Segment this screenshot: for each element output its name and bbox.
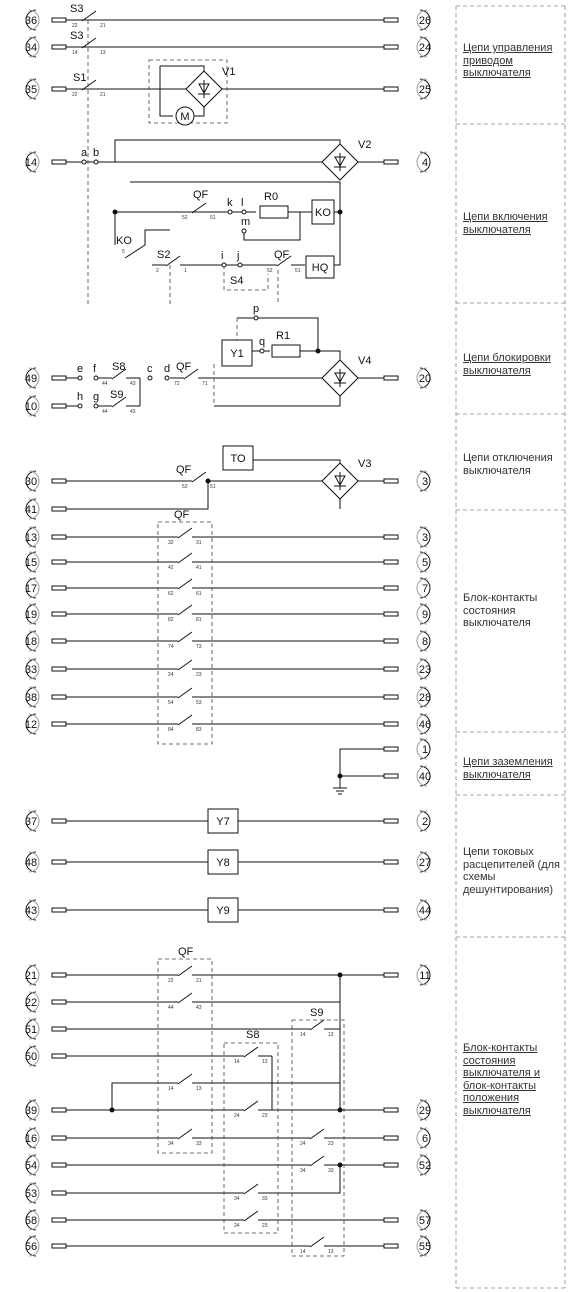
qf-pos-contact-blade xyxy=(178,966,192,976)
plug-pin xyxy=(52,404,66,408)
qf-aux-contact-blade xyxy=(178,605,192,615)
contact-number: 33 xyxy=(196,1141,202,1147)
plug-pin xyxy=(52,87,66,91)
test-point-b xyxy=(94,160,98,164)
qf-label-closing: QF xyxy=(193,189,209,201)
plug-pin xyxy=(384,1136,398,1140)
contact-number: 42 xyxy=(168,565,174,571)
hq-coil-label: HQ xyxy=(311,262,329,274)
s9-pos-contact-blade xyxy=(310,1237,324,1247)
terminal-number: 8 xyxy=(421,636,429,648)
s8-pos-contact-blade xyxy=(244,1184,258,1194)
ko-contact-label: KO xyxy=(116,235,132,247)
junction xyxy=(338,1108,342,1112)
plug-pin xyxy=(52,1163,66,1167)
plug-pin xyxy=(384,18,398,22)
current-release-7-label: Y7 xyxy=(216,816,230,828)
contact-number: 61 xyxy=(196,591,202,597)
contact-number: 83 xyxy=(196,727,202,733)
contact-number: 13 xyxy=(100,50,106,56)
plug-pin xyxy=(52,560,66,564)
contact-number: 21 xyxy=(196,978,202,984)
qf-aux-group xyxy=(158,522,212,744)
terminal-number: 26 xyxy=(418,15,432,27)
plug-pin xyxy=(52,586,66,590)
contact-number: 43 xyxy=(130,381,136,387)
plug-pin xyxy=(52,376,66,380)
qf-aux-contact-blade xyxy=(178,688,192,698)
plug-pin xyxy=(52,1000,66,1004)
contact-number: 44 xyxy=(102,409,108,415)
plug-pin xyxy=(384,1244,398,1248)
test-point-k-label: k xyxy=(227,197,233,209)
terminal-number: 50 xyxy=(24,1051,38,1063)
terminal-number: 17 xyxy=(24,583,38,595)
plug-pin xyxy=(52,722,66,726)
test-point-i-label: i xyxy=(221,250,224,262)
contact-number: 2 xyxy=(156,268,159,274)
plug-pin xyxy=(52,535,66,539)
terminal-number: 37 xyxy=(24,816,38,828)
plug-pin xyxy=(384,1163,398,1167)
test-point-g xyxy=(94,404,98,408)
plug-pin xyxy=(52,639,66,643)
junction xyxy=(338,210,342,214)
s9-pos-contact-blade xyxy=(310,1020,324,1030)
terminal-number: 43 xyxy=(24,905,38,917)
plug-pin xyxy=(52,1191,66,1195)
test-point-q xyxy=(260,349,264,353)
contact-number: 41 xyxy=(196,565,202,571)
section-label-interlock: Цепи блокировки выключателя xyxy=(463,352,551,377)
contact-number: 22 xyxy=(168,978,174,984)
terminal-number: 3 xyxy=(421,532,429,544)
contact-number: 13 xyxy=(328,1249,334,1255)
terminal-number: 21 xyxy=(24,970,38,982)
s9-label-lock: S9 xyxy=(110,389,124,401)
test-point-m-label: m xyxy=(241,216,251,228)
terminal-number: 6 xyxy=(421,1133,429,1145)
contact-number: 14 xyxy=(72,50,78,56)
current-release-8-label: Y8 xyxy=(216,857,230,869)
contact-number: 13 xyxy=(196,1086,202,1092)
contact-number: 34 xyxy=(234,1196,240,1202)
plug-pin xyxy=(384,747,398,751)
test-point-l xyxy=(242,210,246,214)
plug-pin xyxy=(52,1027,66,1031)
plug-pin xyxy=(384,160,398,164)
terminal-number: 40 xyxy=(418,771,432,783)
section-label-aux-contacts: Блок-контакты состояния выключателя xyxy=(463,592,538,629)
plug-pin xyxy=(52,819,66,823)
plug-pin xyxy=(52,908,66,912)
qf-aux-contact-blade xyxy=(178,660,192,670)
plug-pin xyxy=(384,722,398,726)
s3-label-2: S3 xyxy=(70,30,84,42)
plug-pin xyxy=(52,860,66,864)
contact-number: 51 xyxy=(210,484,216,490)
contact-number: 43 xyxy=(196,1005,202,1011)
qf-label-lock: QF xyxy=(176,361,192,373)
contact-number: 24 xyxy=(234,1113,240,1119)
qf-aux-loop xyxy=(112,1083,168,1110)
v1-left xyxy=(160,66,173,116)
r1-resistor xyxy=(272,345,300,357)
plug-pin xyxy=(384,667,398,671)
v2-supply xyxy=(115,140,340,162)
contact-number: 82 xyxy=(168,617,174,623)
contact-number: 22 xyxy=(72,92,78,98)
terminal-number: 5 xyxy=(421,557,429,569)
terminal-number: 56 xyxy=(24,1241,38,1253)
test-point-m xyxy=(242,229,246,233)
test-point-j xyxy=(238,263,242,267)
plug-pin xyxy=(384,535,398,539)
s8-pos-contact-blade xyxy=(244,1101,258,1111)
contact-number: 81 xyxy=(196,617,202,623)
contact-number: 34 xyxy=(300,1168,306,1174)
earth-wire xyxy=(340,749,384,788)
contact-number: 22 xyxy=(72,23,78,29)
terminal-number: 44 xyxy=(418,905,432,917)
v1-bridge-label: V1 xyxy=(222,66,236,78)
contact-number: 23 xyxy=(262,1113,268,1119)
test-point-a-label: a xyxy=(81,147,88,159)
contact-number: 21 xyxy=(100,92,106,98)
qf-aux-contact-blade xyxy=(178,528,192,538)
plug-pin xyxy=(384,1218,398,1222)
terminal-number: 19 xyxy=(24,609,38,621)
section-label-drive-control: Цепи управления приводом выключателя xyxy=(463,42,553,79)
v2-bridge-label: V2 xyxy=(358,139,372,151)
contact-number: 44 xyxy=(102,381,108,387)
plug-pin xyxy=(384,908,398,912)
test-point-b-label: b xyxy=(93,147,100,159)
qf-label-aux: QF xyxy=(174,509,190,521)
contact-number: 23 xyxy=(196,672,202,678)
contact-number: 52 xyxy=(182,484,188,490)
test-point-l-label: l xyxy=(241,197,244,209)
plug-pin xyxy=(384,87,398,91)
test-point-i xyxy=(222,263,226,267)
contact-number: 13 xyxy=(262,1059,268,1065)
v4-bridge-label: V4 xyxy=(358,355,372,367)
plug-pin xyxy=(384,612,398,616)
section-label-earthing: Цепи заземления выключателя xyxy=(463,756,553,781)
plug-pin xyxy=(52,507,66,511)
terminal-number: 51 xyxy=(24,1024,38,1036)
terminal-number: 23 xyxy=(418,664,432,676)
test-point-c-label: c xyxy=(147,363,153,375)
qf-pos-contact-blade xyxy=(178,993,192,1003)
plug-pin xyxy=(384,639,398,643)
contact-number: 14 xyxy=(300,1032,306,1038)
test-point-c xyxy=(148,376,152,380)
terminal-number: 15 xyxy=(24,557,38,569)
contact-number: 54 xyxy=(168,700,174,706)
terminal-number: 54 xyxy=(24,1160,38,1172)
junction xyxy=(206,479,210,483)
v4-bottom xyxy=(214,396,340,406)
r0-resistor xyxy=(260,206,288,218)
dashed-links xyxy=(88,20,344,1256)
terminal-number: 33 xyxy=(24,664,38,676)
v3-bridge-label: V3 xyxy=(358,458,372,470)
terminal-number: 41 xyxy=(24,504,38,516)
junction xyxy=(110,1108,114,1112)
qf-label-pos: QF xyxy=(178,946,194,958)
s9-label-pos: S9 xyxy=(310,1007,324,1019)
plug-pin xyxy=(384,45,398,49)
contact-number: 62 xyxy=(168,591,174,597)
plug-pin xyxy=(52,160,66,164)
s9-pos-contact-blade xyxy=(310,1129,324,1139)
contact-number: 32 xyxy=(168,540,174,546)
test-point-a xyxy=(82,160,86,164)
qf-trip-contact-blade xyxy=(192,472,206,482)
plug-pin xyxy=(52,695,66,699)
plug-pin xyxy=(52,1218,66,1222)
test-point-j-label: j xyxy=(237,250,240,262)
plug-pin xyxy=(52,612,66,616)
plug-pin xyxy=(52,45,66,49)
terminal-number: 57 xyxy=(418,1215,432,1227)
contact-number: 44 xyxy=(168,1005,174,1011)
plug-pin xyxy=(384,695,398,699)
contact-number: 14 xyxy=(300,1249,306,1255)
terminal-number: 25 xyxy=(418,84,432,96)
plug-pin xyxy=(384,586,398,590)
qf-aux-contact-blade xyxy=(178,579,192,589)
junction xyxy=(113,210,117,214)
plug-pin xyxy=(52,1054,66,1058)
contact-number: 24 xyxy=(300,1141,306,1147)
junction xyxy=(316,349,320,353)
plug-pin xyxy=(52,479,66,483)
contact-number: 24 xyxy=(168,672,174,678)
terminal-number: 27 xyxy=(418,857,432,869)
r0-label: R0 xyxy=(264,191,279,203)
s3-label: S3 xyxy=(70,3,84,15)
s8-pos-contact-blade xyxy=(244,1211,258,1221)
terminal-number: 1 xyxy=(421,744,429,756)
plug-pin xyxy=(384,774,398,778)
terminal-number: 22 xyxy=(24,997,38,1009)
contact-number: 34 xyxy=(168,1141,174,1147)
terminal-number: 46 xyxy=(418,719,432,731)
contact-number: 5 xyxy=(122,249,125,255)
to-coil-label: TO xyxy=(230,453,246,465)
section-label-closing: Цепи включения выключателя xyxy=(463,211,548,236)
test-point-p-label: p xyxy=(253,303,260,315)
terminal-number: 29 xyxy=(418,1105,432,1117)
terminal-number: 12 xyxy=(24,719,38,731)
terminal-number: 28 xyxy=(418,692,432,704)
s2-label: S2 xyxy=(157,249,171,261)
contact-number: 23 xyxy=(328,1141,334,1147)
contact-number: 74 xyxy=(168,644,174,650)
qf-aux-contact-blade xyxy=(178,553,192,563)
labels xyxy=(25,3,431,1255)
s8-pos-contact-blade xyxy=(244,1047,258,1057)
motor-label: M xyxy=(180,111,190,123)
junction xyxy=(338,774,342,778)
qf-aux-contact-blade xyxy=(178,715,192,725)
terminal-number: 18 xyxy=(24,636,38,648)
contact-number: 14 xyxy=(234,1059,240,1065)
qf-pos-contact-blade xyxy=(178,1129,192,1139)
test-point-g-label: g xyxy=(93,391,100,403)
plug-pin xyxy=(52,1108,66,1112)
terminal-number: 38 xyxy=(24,692,38,704)
plug-pin xyxy=(384,860,398,864)
terminal-number: 20 xyxy=(418,373,432,385)
contact-number: 14 xyxy=(168,1086,174,1092)
contact-number: 53 xyxy=(196,700,202,706)
test-point-k xyxy=(228,210,232,214)
plug-pin xyxy=(52,18,66,22)
contact-number: 43 xyxy=(130,409,136,415)
terminal-number: 16 xyxy=(24,1133,38,1145)
test-point-f xyxy=(94,376,98,380)
terminal-number: 2 xyxy=(421,816,429,828)
s8-label-lock: S8 xyxy=(112,361,126,373)
qf-label-hq: QF xyxy=(274,249,290,261)
test-point-h-label: h xyxy=(77,391,84,403)
plug-pin xyxy=(384,973,398,977)
terminal-number: 49 xyxy=(24,373,38,385)
s4-label: S4 xyxy=(230,275,244,287)
plug-pin xyxy=(52,1136,66,1140)
v1-top xyxy=(160,66,204,71)
terminal-number: 10 xyxy=(24,401,38,413)
terminal-number: 3 xyxy=(421,476,429,488)
s9-pos-contact-blade xyxy=(310,1156,324,1166)
test-point-p xyxy=(254,316,258,320)
contact-number: 23 xyxy=(262,1223,268,1229)
ko-relay-label: KO xyxy=(315,207,331,219)
y1-coil-label: Y1 xyxy=(230,348,244,360)
s1-label: S1 xyxy=(73,72,87,84)
terminal-number: 48 xyxy=(24,857,38,869)
contact-number: 33 xyxy=(328,1168,334,1174)
wires xyxy=(66,11,384,1247)
contact-number: 52 xyxy=(182,215,188,221)
terminal-number: 11 xyxy=(419,970,431,982)
test-point-d-label: d xyxy=(164,363,171,375)
junction xyxy=(338,973,342,977)
terminal-number: 9 xyxy=(421,609,429,621)
qf-label-trip: QF xyxy=(176,464,192,476)
contact-number: 1 xyxy=(184,268,187,274)
terminal-number: 58 xyxy=(24,1215,38,1227)
terminal-number: 24 xyxy=(418,42,432,54)
terminal-number: 55 xyxy=(418,1241,432,1253)
qf-aux-contact-blade xyxy=(178,632,192,642)
v1-bottom xyxy=(194,107,204,116)
plug-pin xyxy=(384,479,398,483)
contact-number: 52 xyxy=(267,268,273,274)
plug-pin xyxy=(384,560,398,564)
contact-number: 24 xyxy=(234,1223,240,1229)
terminal-number: 4 xyxy=(421,157,429,169)
test-point-f-label: f xyxy=(93,363,97,375)
contact-number: 33 xyxy=(262,1196,268,1202)
s8-label-pos: S8 xyxy=(246,1029,260,1041)
terminal-number: 35 xyxy=(24,84,38,96)
terminal-number: 14 xyxy=(24,157,38,169)
contact-number: 51 xyxy=(295,268,301,274)
test-point-q-label: q xyxy=(259,336,266,348)
section-label-aux-and-position: Блок-контакты состояния выключателя и блок-контакты положения выключателя xyxy=(463,1042,540,1117)
test-point-e-label: e xyxy=(77,363,84,375)
plug-pin xyxy=(52,973,66,977)
contact-number: 72 xyxy=(174,381,180,387)
section-label-tripping: Цепи отключения выключателя xyxy=(463,452,553,477)
contact-number: 51 xyxy=(210,215,216,221)
section-label-current-releases: Цепи токовых расцепителей (для схемы дешунтирования) xyxy=(463,846,560,896)
contact-number: 84 xyxy=(168,727,174,733)
contact-number: 71 xyxy=(202,381,208,387)
plug-pin xyxy=(52,1244,66,1248)
junction xyxy=(338,1163,342,1167)
test-point-h xyxy=(78,404,82,408)
plug-pin xyxy=(52,667,66,671)
test-point-d xyxy=(165,376,169,380)
terminal-number: 7 xyxy=(421,583,429,595)
plug-pin xyxy=(384,819,398,823)
contact-number: 31 xyxy=(196,540,202,546)
current-release-9-label: Y9 xyxy=(216,905,230,917)
plug-pin xyxy=(384,1108,398,1112)
test-point-e xyxy=(78,376,82,380)
terminal-number: 53 xyxy=(24,1188,38,1200)
terminal-number: 39 xyxy=(24,1105,38,1117)
terminal-number: 34 xyxy=(24,42,38,54)
plug-pin xyxy=(384,376,398,380)
terminal-number: 52 xyxy=(418,1160,432,1172)
contact-number: 13 xyxy=(328,1032,334,1038)
terminal-number: 30 xyxy=(24,476,38,488)
r1-label: R1 xyxy=(276,330,291,342)
qf-pos-contact-blade xyxy=(178,1074,192,1084)
contact-number: 21 xyxy=(100,23,106,29)
terminal-number: 13 xyxy=(24,532,38,544)
terminal-number: 36 xyxy=(24,15,38,27)
contact-number: 73 xyxy=(196,644,202,650)
